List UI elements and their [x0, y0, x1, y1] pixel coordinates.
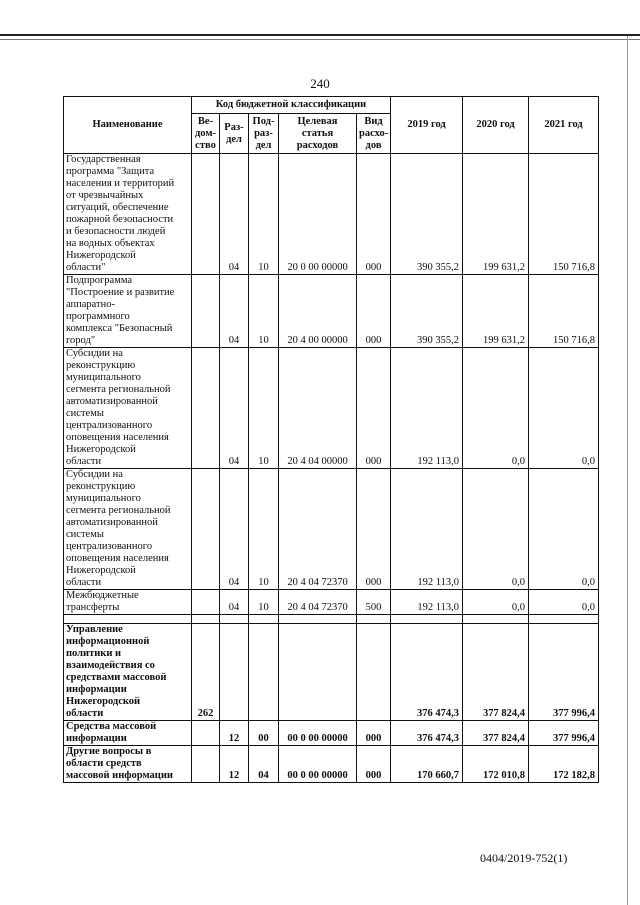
row-2021-cell: 377 996,4 [529, 721, 599, 746]
row-expense-type-cell: 000 [357, 721, 391, 746]
header-2021: 2021 год [529, 97, 599, 154]
header-vedomstvo: Ве- дом- ство [192, 114, 220, 154]
row-razdel-cell: 04 [220, 348, 249, 469]
row-vedomstvo-cell: 262 [192, 624, 220, 721]
row-podrazdel-cell: 10 [249, 154, 279, 275]
row-podrazdel-cell: 10 [249, 348, 279, 469]
row-expense-type-cell: 000 [357, 348, 391, 469]
budget-table [63, 96, 599, 783]
row-razdel-cell: 12 [220, 746, 249, 783]
table-row [64, 624, 599, 721]
row-podrazdel-cell: 04 [249, 746, 279, 783]
header-razdel: Раз- дел [220, 114, 249, 154]
row-name-cell: Подпрограмма "Построение и развитие аппаратно- программного комплекса "Безопасный город" [64, 275, 192, 348]
table-row [64, 721, 599, 746]
row-name-cell: Государственная программа "Защита населения и территорий от чрезвычайных ситуаций, обеспечение пожарной безопасности и безопасности людей на водных объектах Нижегородской области" [64, 154, 192, 275]
row-razdel-cell: 04 [220, 469, 249, 590]
row-target-article-cell: 20 4 04 72370 [279, 590, 357, 615]
row-name-cell: Субсидии на реконструкцию муниципального сегмента региональной автоматизированной системы централизованного оповещения населения Нижегородской области [64, 348, 192, 469]
header-podrazdel: Под- раз- дел [249, 114, 279, 154]
header-2019: 2019 год [391, 97, 463, 154]
spacer-cell [529, 615, 599, 624]
table-body [64, 154, 599, 783]
row-expense-type-cell: 000 [357, 746, 391, 783]
row-2019-cell: 192 113,0 [391, 348, 463, 469]
spacer-row [64, 615, 599, 624]
row-vedomstvo-cell [192, 746, 220, 783]
row-target-article-cell: 20 0 00 00000 [279, 154, 357, 275]
row-razdel-cell [220, 624, 249, 721]
row-2020-cell: 0,0 [463, 469, 529, 590]
row-2020-cell: 0,0 [463, 590, 529, 615]
row-2020-cell: 199 631,2 [463, 275, 529, 348]
row-2019-cell: 192 113,0 [391, 590, 463, 615]
row-expense-type-cell [357, 624, 391, 721]
header-name: Наименование [64, 97, 192, 154]
row-2021-cell: 150 716,8 [529, 275, 599, 348]
row-target-article-cell: 20 4 00 00000 [279, 275, 357, 348]
row-2019-cell: 390 355,2 [391, 154, 463, 275]
header-expense-type: Вид расхо- дов [357, 114, 391, 154]
row-podrazdel-cell: 10 [249, 590, 279, 615]
row-target-article-cell: 20 4 04 72370 [279, 469, 357, 590]
table-row [64, 275, 599, 348]
row-2021-cell: 0,0 [529, 469, 599, 590]
row-2020-cell: 377 824,4 [463, 721, 529, 746]
row-target-article-cell: 20 4 04 00000 [279, 348, 357, 469]
header-budget-code-group: Код бюджетной классификации [192, 97, 391, 114]
row-2020-cell: 0,0 [463, 348, 529, 469]
row-target-article-cell: 00 0 00 00000 [279, 746, 357, 783]
row-vedomstvo-cell [192, 469, 220, 590]
spacer-cell [279, 615, 357, 624]
row-expense-type-cell: 000 [357, 469, 391, 590]
row-2020-cell: 377 824,4 [463, 624, 529, 721]
spacer-cell [357, 615, 391, 624]
header-2020: 2020 год [463, 97, 529, 154]
row-expense-type-cell: 000 [357, 154, 391, 275]
row-2019-cell: 376 474,3 [391, 624, 463, 721]
table-row [64, 590, 599, 615]
row-name-cell: Субсидии на реконструкцию муниципального сегмента региональной автоматизированной системы централизованного оповещения населения Нижегородской области [64, 469, 192, 590]
row-2019-cell: 376 474,3 [391, 721, 463, 746]
row-razdel-cell: 04 [220, 154, 249, 275]
row-2019-cell: 170 660,7 [391, 746, 463, 783]
row-2021-cell: 377 996,4 [529, 624, 599, 721]
row-name-cell: Другие вопросы в области средств массовой информации [64, 746, 192, 783]
table-row [64, 469, 599, 590]
row-2021-cell: 0,0 [529, 348, 599, 469]
row-vedomstvo-cell [192, 590, 220, 615]
row-2019-cell: 390 355,2 [391, 275, 463, 348]
spacer-cell [463, 615, 529, 624]
row-2020-cell: 199 631,2 [463, 154, 529, 275]
row-name-cell: Управление информационной политики и взаимодействия со средствами массовой информации Нижегородской области [64, 624, 192, 721]
row-podrazdel-cell: 10 [249, 275, 279, 348]
row-vedomstvo-cell [192, 721, 220, 746]
row-expense-type-cell: 500 [357, 590, 391, 615]
row-podrazdel-cell: 10 [249, 469, 279, 590]
page-number: 240 [310, 76, 330, 91]
header-target-article: Целевая статья расходов [279, 114, 357, 154]
scan-edge-top [0, 34, 640, 36]
scan-edge-right [627, 36, 628, 905]
spacer-cell [391, 615, 463, 624]
row-2020-cell: 172 010,8 [463, 746, 529, 783]
row-2021-cell: 172 182,8 [529, 746, 599, 783]
row-razdel-cell: 04 [220, 590, 249, 615]
row-2021-cell: 0,0 [529, 590, 599, 615]
row-name-cell: Средства массовой информации [64, 721, 192, 746]
row-podrazdel-cell [249, 624, 279, 721]
row-razdel-cell: 04 [220, 275, 249, 348]
scan-edge-top-shadow [0, 39, 640, 40]
row-2019-cell: 192 113,0 [391, 469, 463, 590]
row-2021-cell: 150 716,8 [529, 154, 599, 275]
row-vedomstvo-cell [192, 348, 220, 469]
spacer-cell [64, 615, 192, 624]
row-podrazdel-cell: 00 [249, 721, 279, 746]
row-expense-type-cell: 000 [357, 275, 391, 348]
row-target-article-cell: 00 0 00 00000 [279, 721, 357, 746]
table-row [64, 746, 599, 783]
spacer-cell [220, 615, 249, 624]
table-row [64, 348, 599, 469]
spacer-cell [249, 615, 279, 624]
row-name-cell: Межбюджетные трансферты [64, 590, 192, 615]
row-razdel-cell: 12 [220, 721, 249, 746]
document-code: 0404/2019-752(1) [480, 851, 568, 865]
spacer-cell [192, 615, 220, 624]
row-vedomstvo-cell [192, 275, 220, 348]
row-target-article-cell [279, 624, 357, 721]
row-vedomstvo-cell [192, 154, 220, 275]
table-row [64, 154, 599, 275]
